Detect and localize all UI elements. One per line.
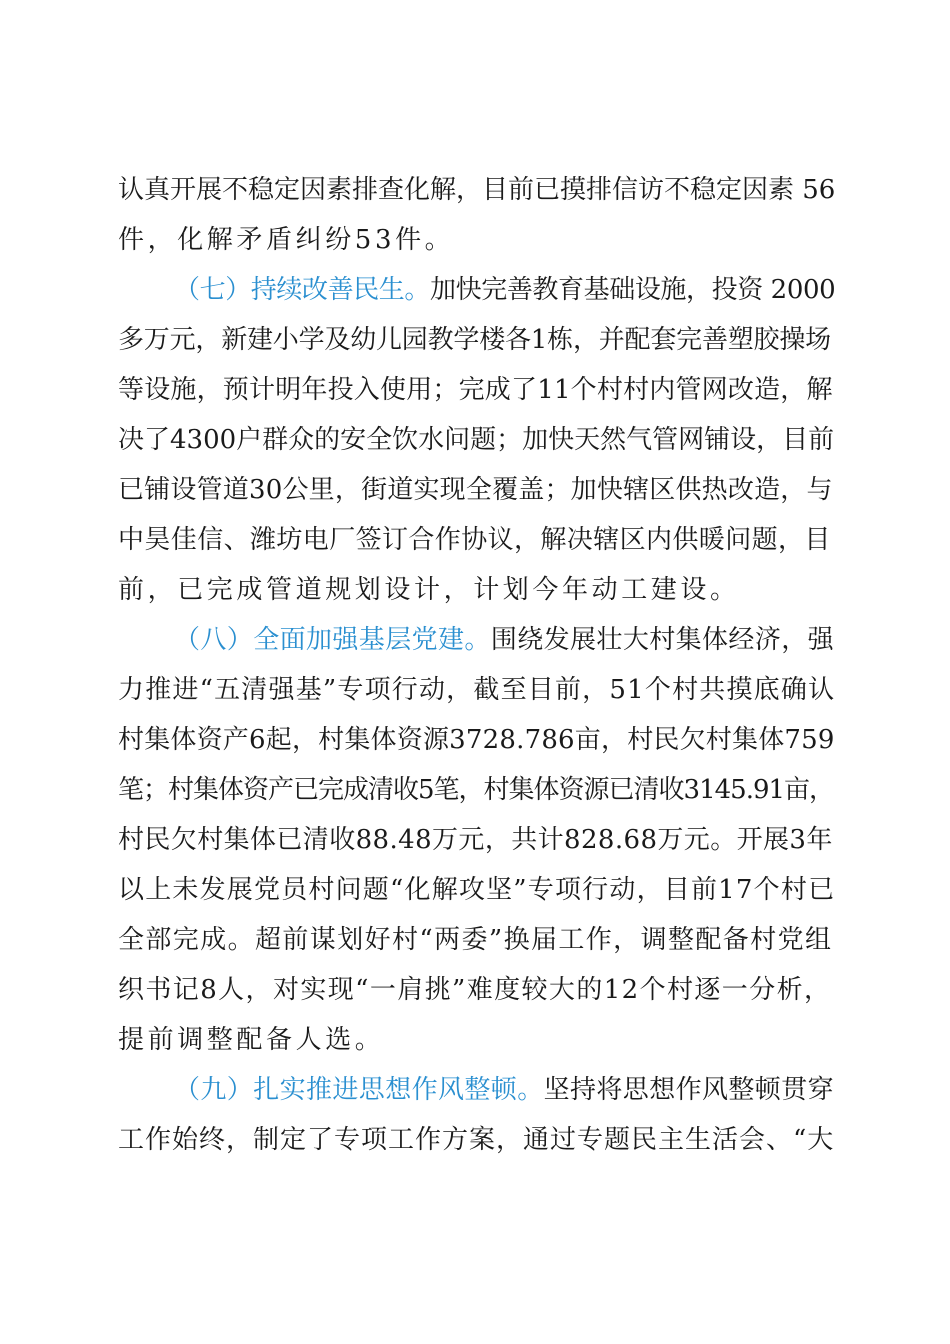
section-heading: （九）扎实推进思想作风整顿。	[174, 1075, 544, 1105]
text-line	[118, 1024, 834, 1056]
text-line	[118, 574, 834, 606]
line-text: 围绕发展壮大村集体经济，强	[490, 625, 835, 655]
text-line	[118, 774, 834, 806]
text-line	[118, 424, 834, 456]
text-line	[118, 224, 834, 256]
line-text: 村民欠村集体已清收88.48万元，共计828.68万元。开展3年	[118, 825, 833, 855]
text-line	[118, 674, 834, 706]
text-line	[118, 974, 834, 1006]
paragraph-start	[174, 624, 834, 656]
text-line	[118, 1124, 834, 1156]
line-text: 村集体资产6起，村集体资源3728.786亩，村民欠村集体759	[118, 725, 835, 755]
section-heading: （八）全面加强基层党建。	[174, 625, 491, 655]
line-text: 力推进“五清强基”专项行动，截至目前，51个村共摸底确认	[118, 675, 836, 705]
line-text: 认真开展不稳定因素排查化解，目前已摸排信访不稳定因素 56	[118, 175, 836, 205]
text-line	[118, 174, 834, 206]
text-line	[118, 924, 834, 956]
line-text: 坚持将思想作风整顿贯穿	[543, 1075, 835, 1105]
text-line	[118, 374, 834, 406]
line-text: 多万元，新建小学及幼儿园教学楼各1栋，并配套完善塑胶操场	[118, 325, 831, 355]
paragraph-start	[174, 1074, 834, 1106]
line-text: 织书记8人，对实现“一肩挑”难度较大的12个村逐一分析，	[118, 975, 832, 1005]
text-line	[118, 474, 834, 506]
line-text: 已铺设管道30公里，街道实现全覆盖；加快辖区供热改造，与	[118, 475, 833, 505]
text-line	[118, 524, 834, 556]
text-line	[118, 724, 834, 756]
section-heading: （七）持续改善民生。	[174, 275, 431, 305]
line-text: 工作始终，制定了专项工作方案，通过专题民主生活会、“大	[118, 1125, 835, 1155]
line-text: 全部完成。超前谋划好村“两委”换届工作，调整配备村党组	[118, 925, 833, 955]
line-text: 提前调整配备人选。	[118, 1025, 385, 1055]
line-text: 加快完善教育基础设施，投资 2000	[430, 275, 836, 305]
line-text: 以上未发展党员村问题“化解攻坚”专项行动，目前17个村已	[118, 875, 836, 905]
text-line	[118, 324, 834, 356]
text-line	[118, 824, 834, 856]
text-line	[118, 874, 834, 906]
line-text: 件，化解矛盾纠纷53件。	[118, 225, 455, 255]
line-text: 笔；村集体资产已完成清收5笔，村集体资源已清收3145.91亩，	[118, 775, 835, 805]
line-text: 前，已完成管道规划设计，计划今年动工建设。	[118, 575, 740, 605]
line-text: 中昊佳信、潍坊电厂签订合作协议，解决辖区内供暖问题，目	[118, 525, 831, 555]
line-text: 等设施，预计明年投入使用；完成了11个村村内管网改造，解	[118, 375, 833, 405]
paragraph-start	[174, 274, 834, 306]
line-text: 决了4300户群众的安全饮水问题；加快天然气管网铺设，目前	[118, 425, 835, 455]
